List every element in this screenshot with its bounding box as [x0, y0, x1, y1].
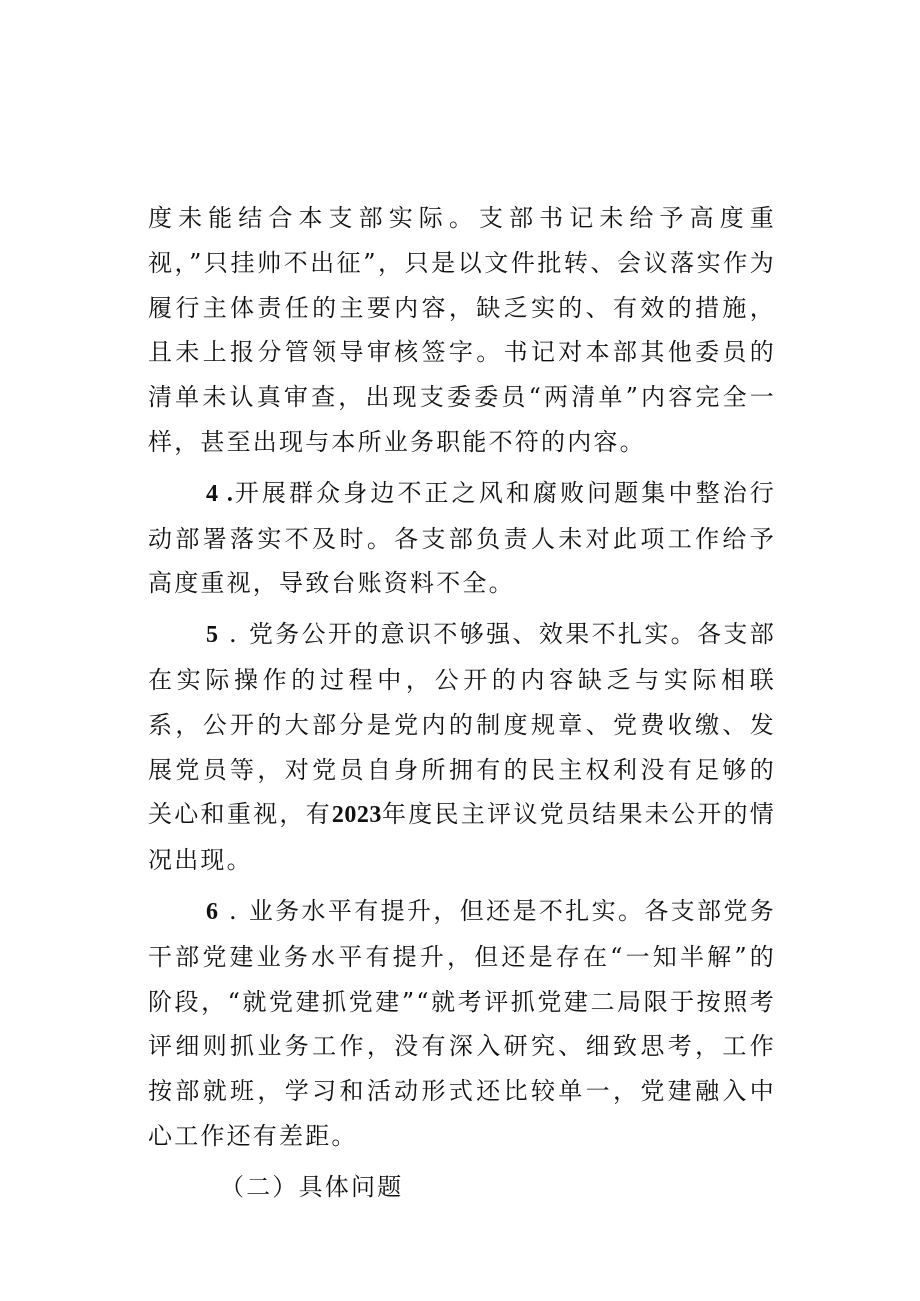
document-body [148, 196, 776, 1210]
paragraph-text: . 党务公开的意识不够强、效果不扎实。各支部在实际操作的过程中，公开的内容缺乏与实际相联系，公开的大部分是党内的制度规章、党费收缴、发展党员等，对党员自身所拥有的民主权利没有足够的关心和重视，有 [148, 620, 776, 829]
item-number: 4 . [206, 480, 234, 507]
section-heading: （二）具体问题 [220, 1172, 404, 1201]
paragraph-continuation [148, 196, 776, 465]
paragraph-item-4 [148, 471, 776, 606]
paragraph-text: 开展群众身边不正之风和腐败问题集中整治行动部署落实不及时。各支部负责人未对此项工作给予高度重视，导致台账资料不全。 [148, 478, 776, 598]
paragraph-item-6 [148, 889, 776, 1159]
item-number: 6 [206, 898, 219, 925]
paragraph-text: 度未能结合本支部实际。支部书记未给予高度重视，”只挂帅不出征”，只是以文件批转、会议落实作为履行主体责任的主要内容，缺乏实的、有效的措施，且未上报分管领导审核签字。书记对本部其他委员的清单未认真审查，出现支委委员“两清单”内容完全一样，甚至出现与本所业务职能不符的内容。 [148, 204, 776, 456]
year-number: 2023 [331, 802, 382, 829]
paragraph-text: . 业务水平有提升，但还是不扎实。各支部党务干部党建业务水平有提升，但还是存在“一知半解”的阶段，“就党建抓党建”“就考评抓党建二局限于按照考评细则抓业务工作，没有深入研究、细致思考，工作按部就班，学习和活动形式还比较单一，党建融入中心工作还有差距。 [148, 896, 776, 1150]
paragraph-text-end: 年度民主评议党员结果未公开的情况出现。 [148, 800, 777, 875]
item-number: 5 [206, 622, 219, 649]
paragraph-item-5 [148, 612, 776, 883]
